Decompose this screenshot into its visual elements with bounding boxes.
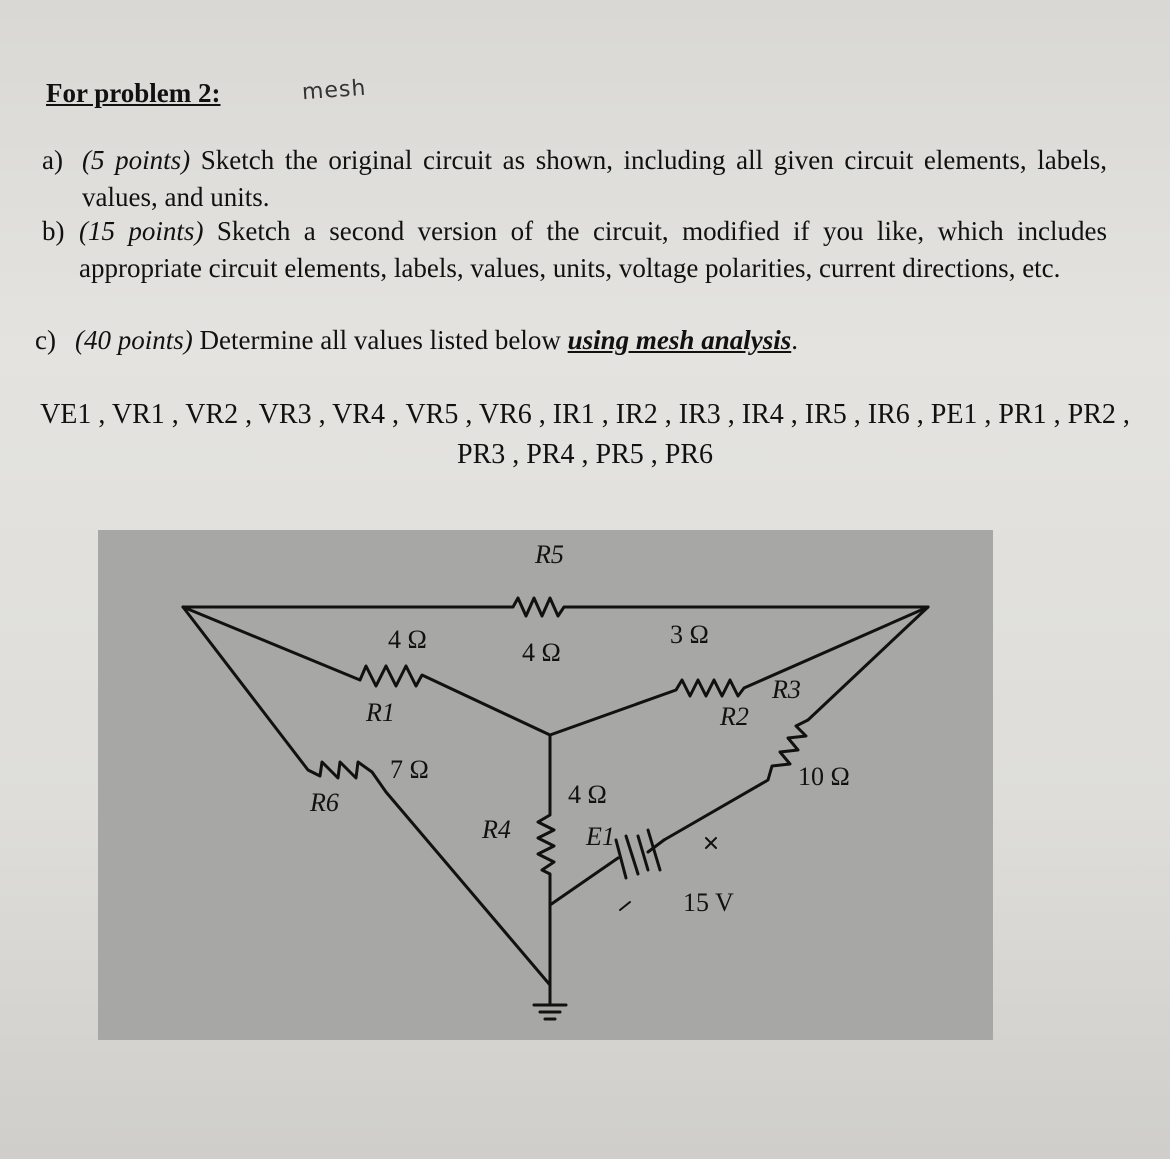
battery-e1 bbox=[616, 830, 660, 878]
circuit-figure bbox=[98, 530, 993, 1040]
ground-symbol bbox=[534, 985, 566, 1019]
r1-value: 4 Ω bbox=[388, 625, 427, 654]
r5-value: 4 Ω bbox=[522, 638, 561, 667]
e1-label: E1 bbox=[586, 822, 615, 851]
part-b-label: b) bbox=[42, 216, 65, 246]
r4-value: 4 Ω bbox=[568, 780, 607, 809]
r2-label: R2 bbox=[720, 702, 749, 731]
r3-value: 10 Ω bbox=[798, 762, 850, 791]
part-b bbox=[42, 213, 1107, 287]
r6-value: 7 Ω bbox=[390, 755, 429, 784]
part-c-emphasis: using mesh analysis bbox=[567, 325, 792, 355]
wire-center bbox=[538, 735, 554, 985]
wire-battery-bottom bbox=[550, 858, 618, 905]
part-b-text: Sketch a second version of the circuit, modified if you like, which includes appropriate circuit elements, labels, values, units, voltage polarities, current directions, etc. bbox=[79, 216, 1107, 283]
r2-value: 3 Ω bbox=[670, 620, 709, 649]
part-c bbox=[35, 322, 1100, 359]
r5-label: R5 bbox=[535, 540, 564, 569]
handwritten-note: mesh bbox=[301, 75, 368, 106]
part-a-label: a) bbox=[42, 145, 63, 175]
variable-list-line-2: PR3 , PR4 , PR5 , PR6 bbox=[457, 439, 713, 470]
part-c-text: Determine all values listed below bbox=[192, 325, 568, 355]
r6-label: R6 bbox=[310, 788, 339, 817]
problem-heading: For problem 2: bbox=[46, 78, 221, 108]
part-a-text: Sketch the original circuit as shown, including all given circuit elements, labels, values, and units. bbox=[82, 145, 1107, 212]
part-c-points: (40 points) bbox=[75, 325, 193, 355]
r1-label: R1 bbox=[366, 698, 395, 727]
polarity-minus bbox=[620, 902, 630, 910]
wire-top bbox=[183, 598, 928, 616]
part-a-points: (5 points) bbox=[82, 145, 191, 175]
polarity-plus bbox=[706, 838, 716, 848]
e1-value: 15 V bbox=[683, 888, 734, 917]
part-a bbox=[42, 142, 1107, 216]
wire-left-outer bbox=[183, 607, 550, 985]
r3-label: R3 bbox=[772, 675, 801, 704]
r4-label: R4 bbox=[482, 815, 511, 844]
variable-list bbox=[30, 395, 1140, 475]
variable-list-line-1: VE1 , VR1 , VR2 , VR3 , VR4 , VR5 , VR6 , IR1 , IR2 , IR3 , IR4 , IR5 , IR6 , PE1 , PR1 , PR2 , bbox=[40, 399, 1130, 430]
part-b-points: (15 points) bbox=[79, 216, 204, 246]
circuit-diagram bbox=[98, 530, 993, 1040]
part-c-period: . bbox=[791, 325, 798, 355]
part-c-label: c) bbox=[35, 325, 56, 355]
